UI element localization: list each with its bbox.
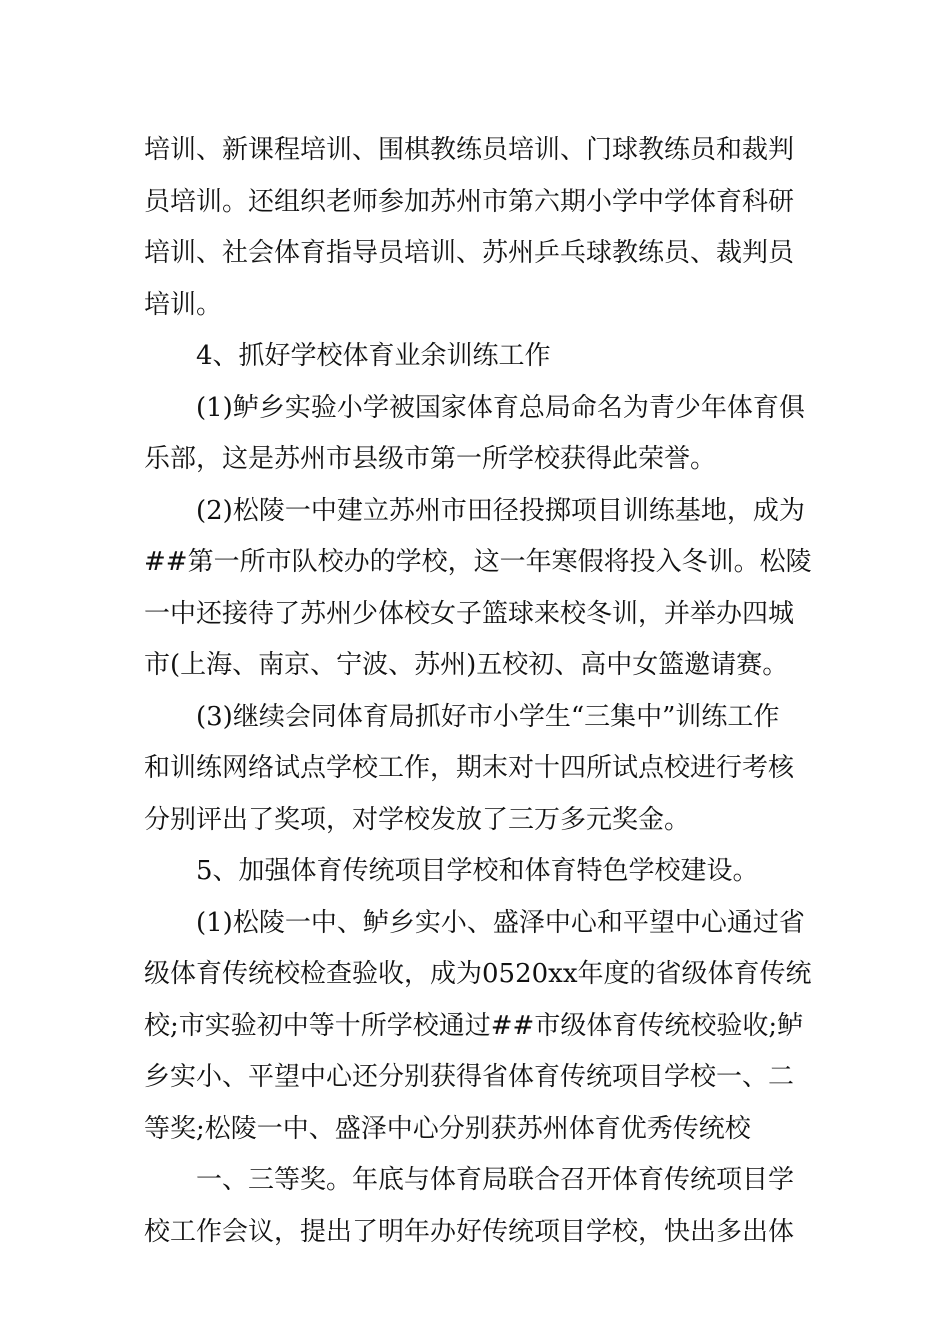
text-line: 一中还接待了苏州少体校女子篮球来校冬训，并举办四城 bbox=[144, 598, 795, 629]
text-line: 乡实小、平望中心还分别获得省体育传统项目学校一、二 bbox=[144, 1062, 795, 1092]
text-line: (1)鲈乡实验小学被国家体育总局命名为青少年体育俱 bbox=[196, 392, 805, 423]
section-heading: 5、加强体育传统项目学校和体育特色学校建设。 bbox=[196, 856, 759, 886]
text-line: 市(上海、南京、宁波、苏州)五校初、高中女篮邀请赛。 bbox=[144, 650, 789, 680]
text-line: ##第一所市队校办的学校，这一年寒假将投入冬训。松陵 bbox=[144, 547, 812, 577]
text-line: 校工作会议，提出了明年办好传统项目学校，快出多出体 bbox=[144, 1216, 795, 1247]
section-heading: 4、抓好学校体育业余训练工作 bbox=[196, 341, 551, 371]
text-line: 校;市实验初中等十所学校通过##市级体育传统校验收;鲈 bbox=[144, 1010, 804, 1041]
text-line: 等奖;松陵一中、盛泽中心分别获苏州体育优秀传统校 bbox=[144, 1113, 751, 1144]
text-line: 和训练网络试点学校工作，期末对十四所试点校进行考核 bbox=[144, 753, 795, 783]
text-line: (1)松陵一中、鲈乡实小、盛泽中心和平望中心通过省 bbox=[196, 907, 805, 938]
text-line: 一、三等奖。年底与体育局联合召开体育传统项目学 bbox=[196, 1165, 795, 1195]
text-line: (2)松陵一中建立苏州市田径投掷项目训练基地，成为 bbox=[196, 495, 805, 526]
text-line: 分别评出了奖项，对学校发放了三万多元奖金。 bbox=[144, 804, 691, 835]
text-line: 培训、新课程培训、围棋教练员培训、门球教练员和裁判 bbox=[144, 135, 795, 165]
text-line: 培训。 bbox=[144, 289, 223, 320]
document-body bbox=[144, 125, 812, 1258]
text-line: 培训、社会体育指导员培训、苏州乒乓球教练员、裁判员 bbox=[144, 238, 795, 268]
text-line: 乐部，这是苏州市县级市第一所学校获得此荣誉。 bbox=[144, 444, 717, 474]
text-line: (3)继续会同体育局抓好市小学生“三集中”训练工作 bbox=[196, 701, 780, 732]
text-line: 员培训。还组织老师参加苏州市第六期小学中学体育科研 bbox=[144, 186, 795, 217]
text-line: 级体育传统校检查验收，成为0520xx年度的省级体育传统 bbox=[144, 959, 812, 989]
